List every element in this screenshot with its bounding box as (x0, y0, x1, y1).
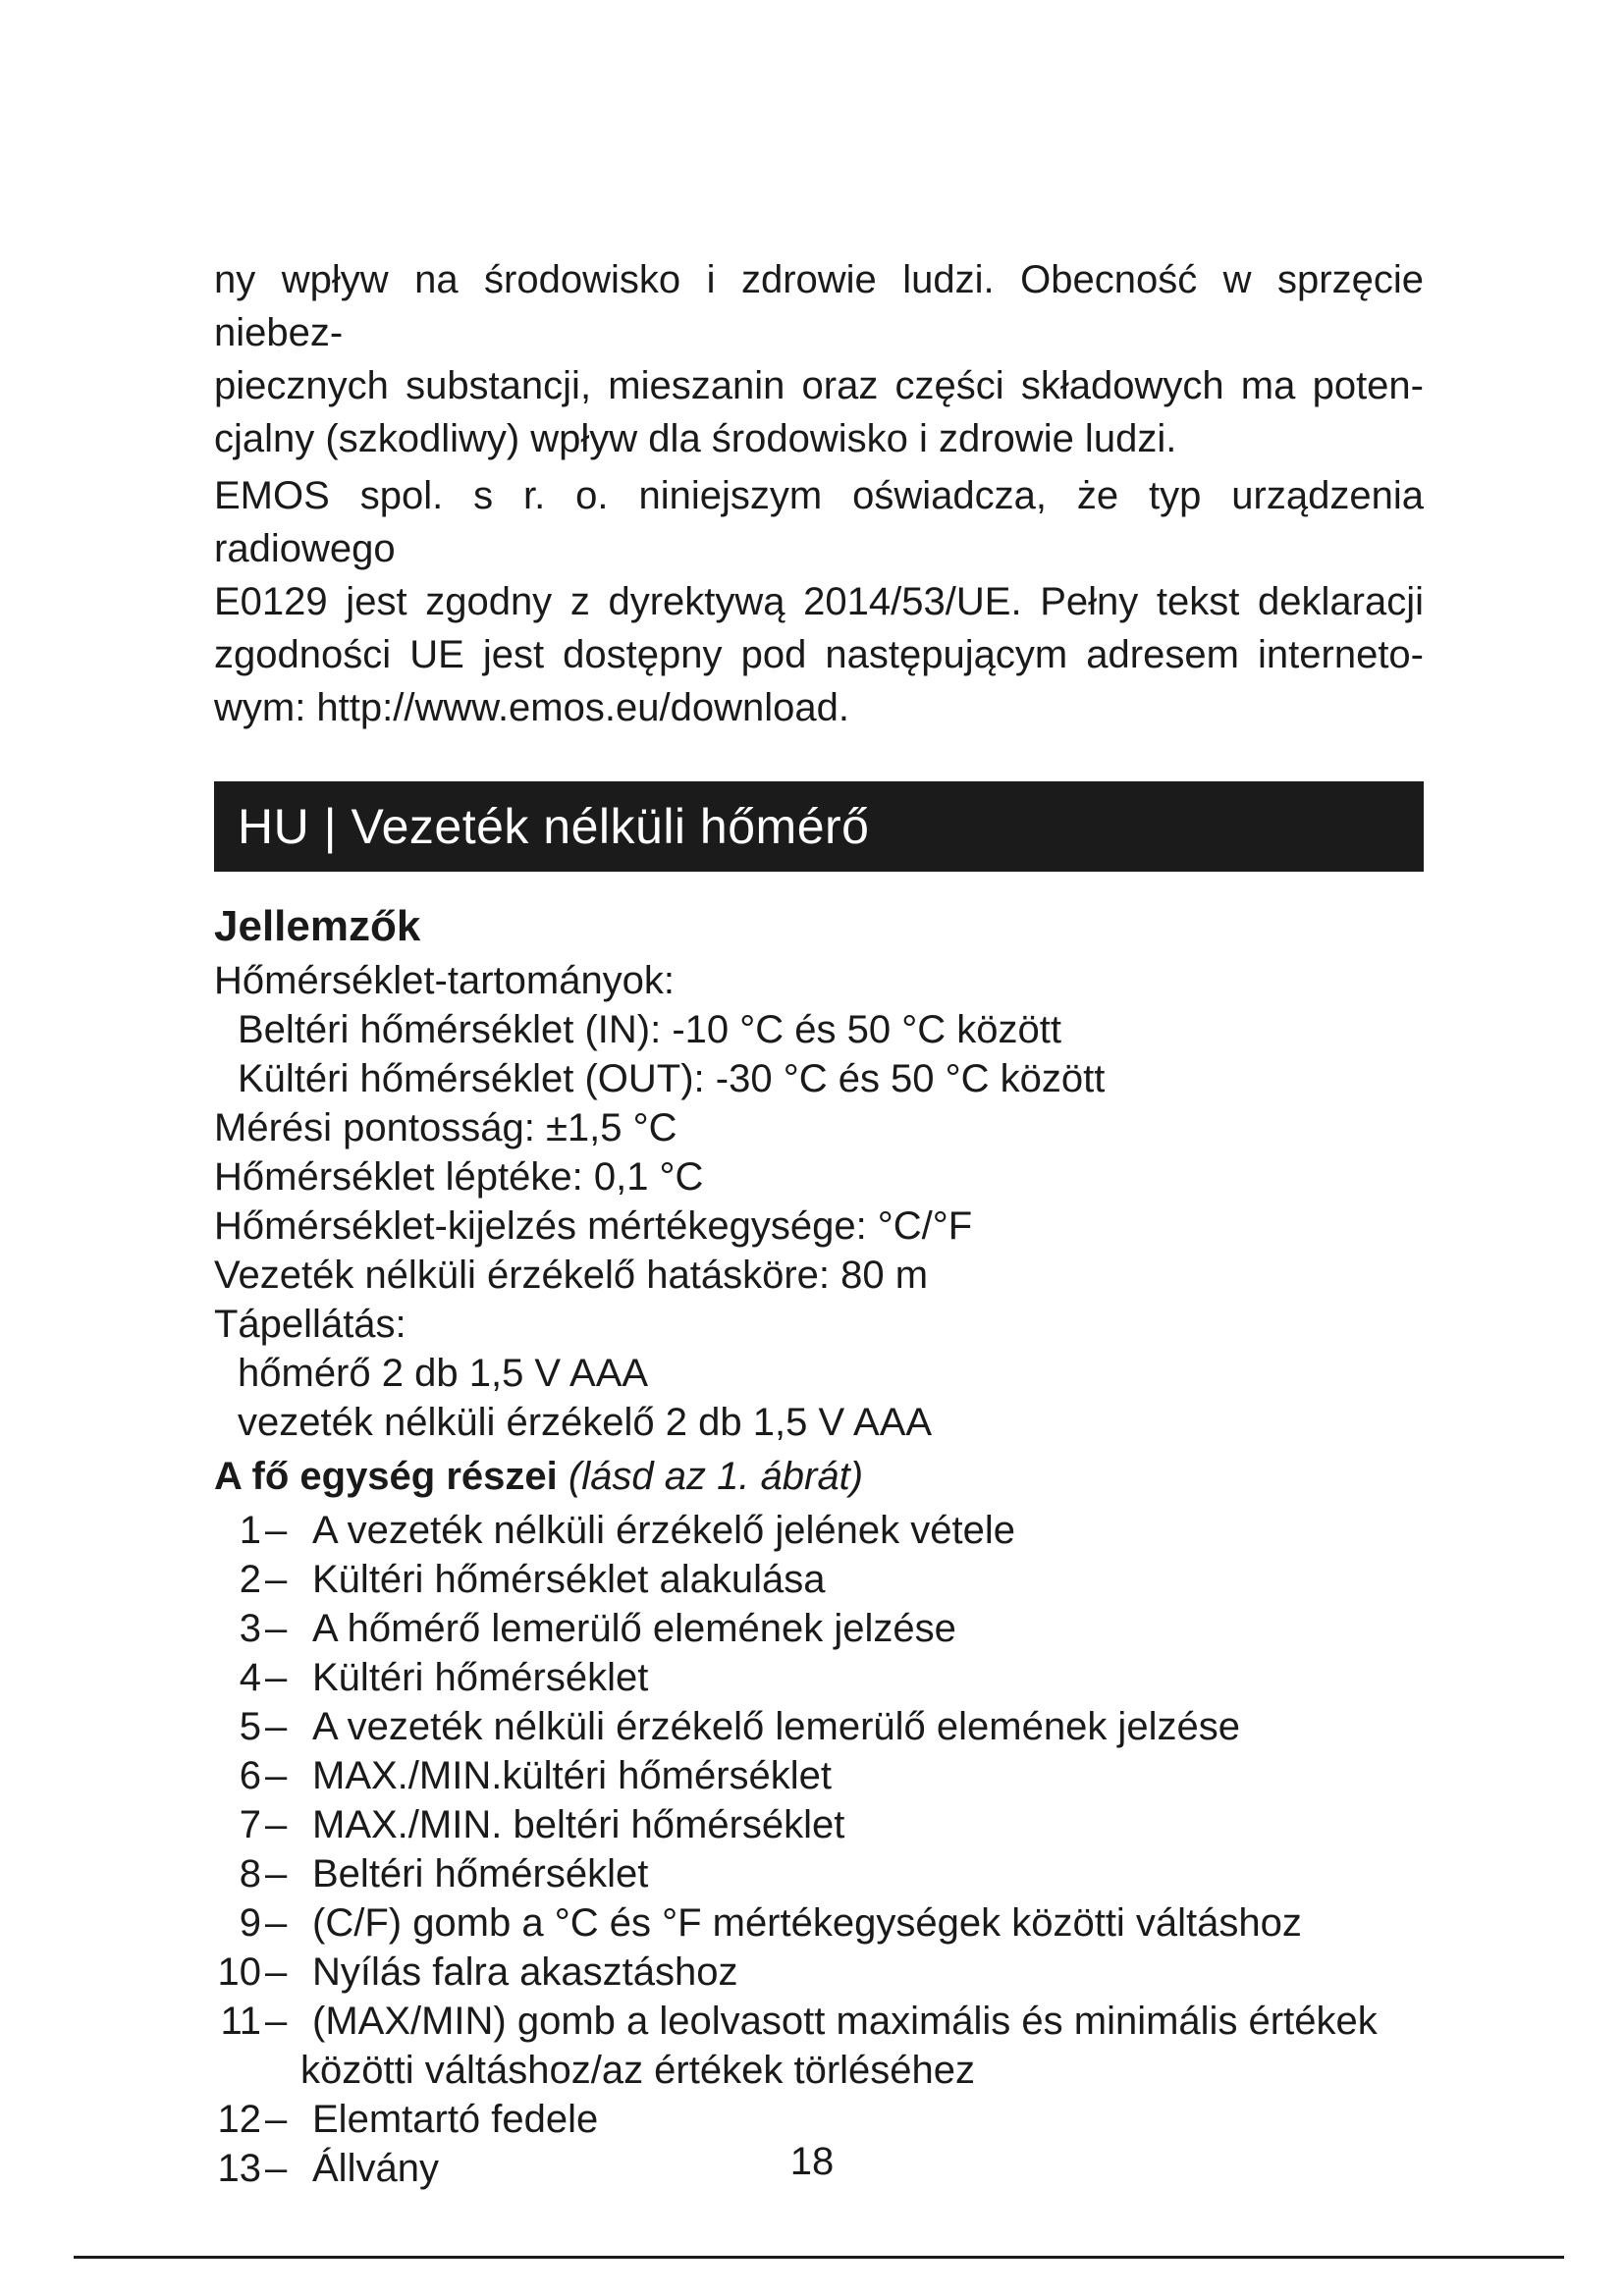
text-line: wym: http://www.emos.eu/download. (214, 686, 849, 729)
list-item (214, 1653, 1424, 1702)
item-number: 1 (239, 1509, 261, 1552)
text-line: cjalny (szkodliwy) wpływ dla środowisko i zdrowie ludzi. (214, 417, 1177, 460)
bottom-rule (74, 2256, 1564, 2259)
list-item (214, 1898, 1424, 1948)
item-dash: – (265, 1803, 288, 1846)
item-text: Nyílás falra akasztáshoz (312, 1950, 738, 1994)
indoor-range: Beltéri hőmérséklet (IN): -10 °C és 50 °C között (238, 1008, 1061, 1051)
item-text-continued: közötti váltáshoz/az értékek törléséhez (300, 2049, 976, 2092)
main-unit-heading (214, 1451, 1424, 1502)
item-number: 7 (239, 1803, 261, 1846)
item-text: Kültéri hőmérséklet (312, 1656, 649, 1699)
item-number: 3 (239, 1607, 261, 1650)
power-sensor: vezeték nélküli érzékelő 2 db 1,5 V AAA (238, 1401, 933, 1444)
list-item (214, 2095, 1424, 2144)
wireless-range: Vezeték nélküli érzékelő hatásköre: 80 m (214, 1254, 929, 1297)
list-item (214, 1506, 1424, 1555)
item-dash: – (265, 1558, 288, 1601)
item-number: 10 (217, 1950, 261, 1994)
main-unit-reference: (lásd az 1. ábrát) (568, 1455, 864, 1498)
item-text: (C/F) gomb a °C és °F mértékegységek közötti váltáshoz (312, 1901, 1302, 1945)
list-item (214, 1604, 1424, 1653)
item-text: A hőmérő lemerülő elemének jelzése (312, 1607, 956, 1650)
item-text: Állvány (312, 2147, 439, 2190)
item-dash: – (265, 1656, 288, 1699)
units: Hőmérséklet-kijelzés mértékegysége: °C/°F (214, 1204, 973, 1248)
item-number: 5 (239, 1705, 261, 1748)
text-line: piecznych substancji, mieszanin oraz części składowych ma poten- (214, 364, 1424, 407)
item-dash: – (265, 2098, 288, 2141)
list-item (214, 1702, 1424, 1751)
item-dash: – (265, 2000, 288, 2043)
text-line: E0129 jest zgodny z dyrektywą 2014/53/UE. Pełny tekst deklaracji (214, 580, 1424, 623)
main-unit-title: A fő egység részei (214, 1455, 558, 1498)
item-number: 2 (239, 1558, 261, 1601)
item-dash: – (265, 1509, 288, 1552)
list-item (214, 1997, 1424, 2095)
polish-paragraph-2 (214, 469, 1424, 734)
item-text: Kültéri hőmérséklet alakulása (312, 1558, 826, 1601)
item-dash: – (265, 2147, 288, 2190)
page-content (214, 253, 1424, 2193)
item-number: 6 (239, 1754, 261, 1797)
text-line: zgodności UE jest dostępny pod następującym adresem interneto- (214, 633, 1424, 676)
section-header-title: HU | Vezeték nélküli hőmérő (238, 799, 870, 854)
list-item (214, 1849, 1424, 1898)
item-text: Elemtartó fedele (312, 2098, 599, 2141)
outdoor-range: Kültéri hőmérséklet (OUT): -30 °C és 50 °C között (238, 1057, 1106, 1100)
item-number: 4 (239, 1656, 261, 1699)
features-heading: Jellemzők (214, 902, 421, 950)
resolution: Hőmérséklet léptéke: 0,1 °C (214, 1155, 704, 1199)
item-dash: – (265, 1754, 288, 1797)
list-item (214, 1948, 1424, 1997)
accuracy: Mérési pontosság: ±1,5 °C (214, 1106, 677, 1149)
page-number: 18 (789, 2140, 835, 2183)
power-thermometer: hőmérő 2 db 1,5 V AAA (238, 1352, 649, 1395)
item-dash: – (265, 1607, 288, 1650)
item-number: 11 (220, 2000, 261, 2043)
item-number: 12 (217, 2098, 261, 2141)
temp-ranges-label: Hőmérséklet-tartományok: (214, 959, 676, 1002)
polish-paragraph-1 (214, 253, 1424, 465)
list-item (214, 1800, 1424, 1849)
item-text: A vezeték nélküli érzékelő lemerülő elemének jelzése (312, 1705, 1240, 1748)
section-header (214, 781, 1424, 872)
list-item (214, 1751, 1424, 1800)
item-number: 13 (217, 2147, 261, 2190)
item-number: 8 (239, 1852, 261, 1896)
item-dash: – (265, 1852, 288, 1896)
item-text: A vezeték nélküli érzékelő jelének vétele (312, 1509, 1015, 1552)
item-dash: – (265, 1705, 288, 1748)
item-text: MAX./MIN.kültéri hőmérséklet (312, 1754, 833, 1797)
item-text: Beltéri hőmérséklet (312, 1852, 649, 1896)
text-line: ny wpływ na środowisko i zdrowie ludzi. Obecność w sprzęcie niebez- (214, 258, 1424, 354)
list-item (214, 1555, 1424, 1604)
item-text: (MAX/MIN) gomb a leolvasott maximális és minimális értékek (312, 2000, 1378, 2043)
item-dash: – (265, 1950, 288, 1994)
item-number: 9 (239, 1901, 261, 1945)
item-dash: – (265, 1901, 288, 1945)
parts-list (214, 1506, 1424, 2193)
item-text: MAX./MIN. beltéri hőmérséklet (312, 1803, 845, 1846)
power-label: Tápellátás: (214, 1303, 406, 1346)
text-line: EMOS spol. s r. o. niniejszym oświadcza, że typ urządzenia radiowego (214, 474, 1424, 570)
